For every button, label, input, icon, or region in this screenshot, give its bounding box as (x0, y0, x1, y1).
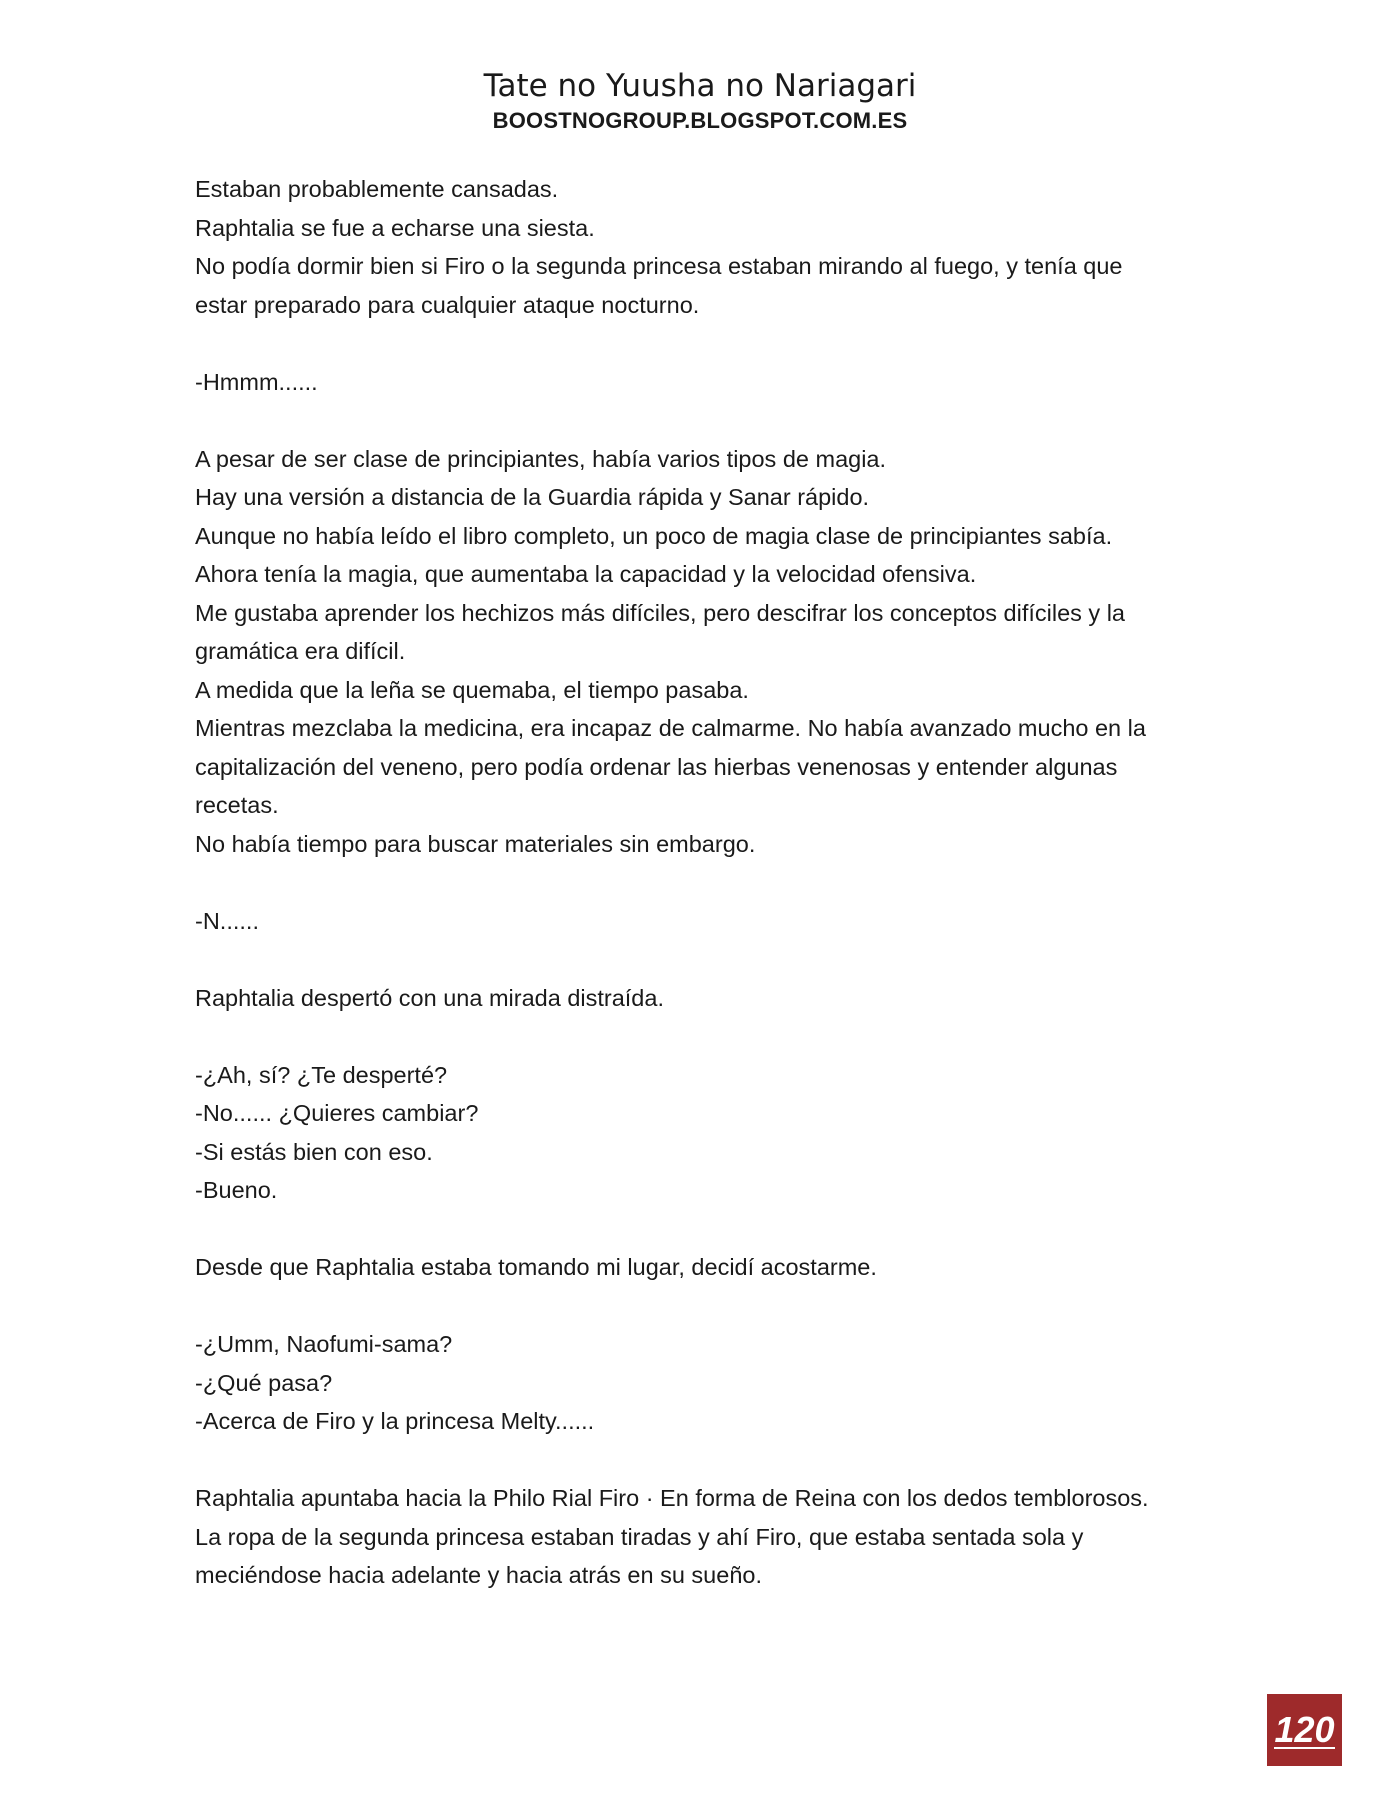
text-line: estar preparado para cualquier ataque nocturno. (195, 291, 700, 318)
text-line: -N...... (195, 907, 259, 934)
page-header (0, 66, 1400, 136)
site-url: BOOSTNOGROUP.BLOGSPOT.COM.ES (492, 108, 908, 133)
blank-line (195, 1210, 1215, 1249)
text-line: meciéndose hacia adelante y hacia atrás en su sueño. (195, 1562, 762, 1588)
text-line: -Bueno. (195, 1177, 278, 1203)
text-line: No podía dormir bien si Firo o la segunda princesa estaban mirando al fuego, y tenía que (195, 253, 1123, 279)
blank-line (195, 1017, 1215, 1056)
page-number-badge (1267, 1694, 1342, 1766)
text-line: -¿Ah, sí? ¿Te desperté? (195, 1061, 448, 1088)
text-line: recetas. (195, 792, 279, 818)
text-line: No había tiempo para buscar materiales sin embargo. (195, 830, 756, 857)
blank-line (195, 1441, 1215, 1480)
book-title: Tate no Yuusha no Nariagari (483, 68, 917, 104)
text-line: Raphtalia apuntaba hacia la Philo Rial Firo · En forma de Reina con los dedos temblorosos. (195, 1485, 1149, 1511)
text-line: -Acerca de Firo y la princesa Melty...... (195, 1408, 595, 1434)
blank-line (195, 940, 1215, 979)
text-line: Hay una versión a distancia de la Guardia rápida y Sanar rápido. (195, 484, 870, 510)
text-line: gramática era difícil. (195, 638, 406, 664)
text-line: -¿Qué pasa? (195, 1369, 333, 1396)
text-line: A pesar de ser clase de principiantes, había varios tipos de magia. (195, 445, 887, 472)
text-line: -¿Umm, Naofumi-sama? (195, 1331, 453, 1357)
text-line: -No...... ¿Quieres cambiar? (195, 1100, 479, 1126)
text-line: Me gustaba aprender los hechizos más difíciles, pero descifrar los conceptos difíciles y la (195, 599, 1126, 626)
text-line: Raphtalia se fue a echarse una siesta. (195, 214, 595, 241)
page-number: 120 (1274, 1709, 1335, 1750)
text-line: Raphtalia despertó con una mirada distraída. (195, 984, 664, 1011)
text-line: La ropa de la segunda princesa estaban tiradas y ahí Firo, que estaba sentada sola y (195, 1523, 1084, 1550)
text-line: Mientras mezclaba la medicina, era incapaz de calmarme. No había avanzado mucho en la (195, 715, 1146, 741)
blank-line (195, 324, 1215, 363)
body-text (195, 170, 1215, 1595)
text-line: Desde que Raphtalia estaba tomando mi lugar, decidí acostarme. (195, 1254, 877, 1280)
blank-line (195, 863, 1215, 902)
text-line: -Hmmm...... (195, 368, 318, 395)
text-line: -Si estás bien con eso. (195, 1138, 433, 1165)
text-line: Ahora tenía la magia, que aumentaba la capacidad y la velocidad ofensiva. (195, 561, 977, 587)
text-line: Aunque no había leído el libro completo, un poco de magia clase de principiantes sabía. (195, 522, 1113, 549)
text-line: Estaban probablemente cansadas. (195, 176, 559, 202)
blank-line (195, 1287, 1215, 1326)
blank-line (195, 401, 1215, 440)
text-line: capitalización del veneno, pero podía ordenar las hierbas venenosas y entender algunas (195, 753, 1118, 780)
text-line: A medida que la leña se quemaba, el tiempo pasaba. (195, 676, 749, 703)
